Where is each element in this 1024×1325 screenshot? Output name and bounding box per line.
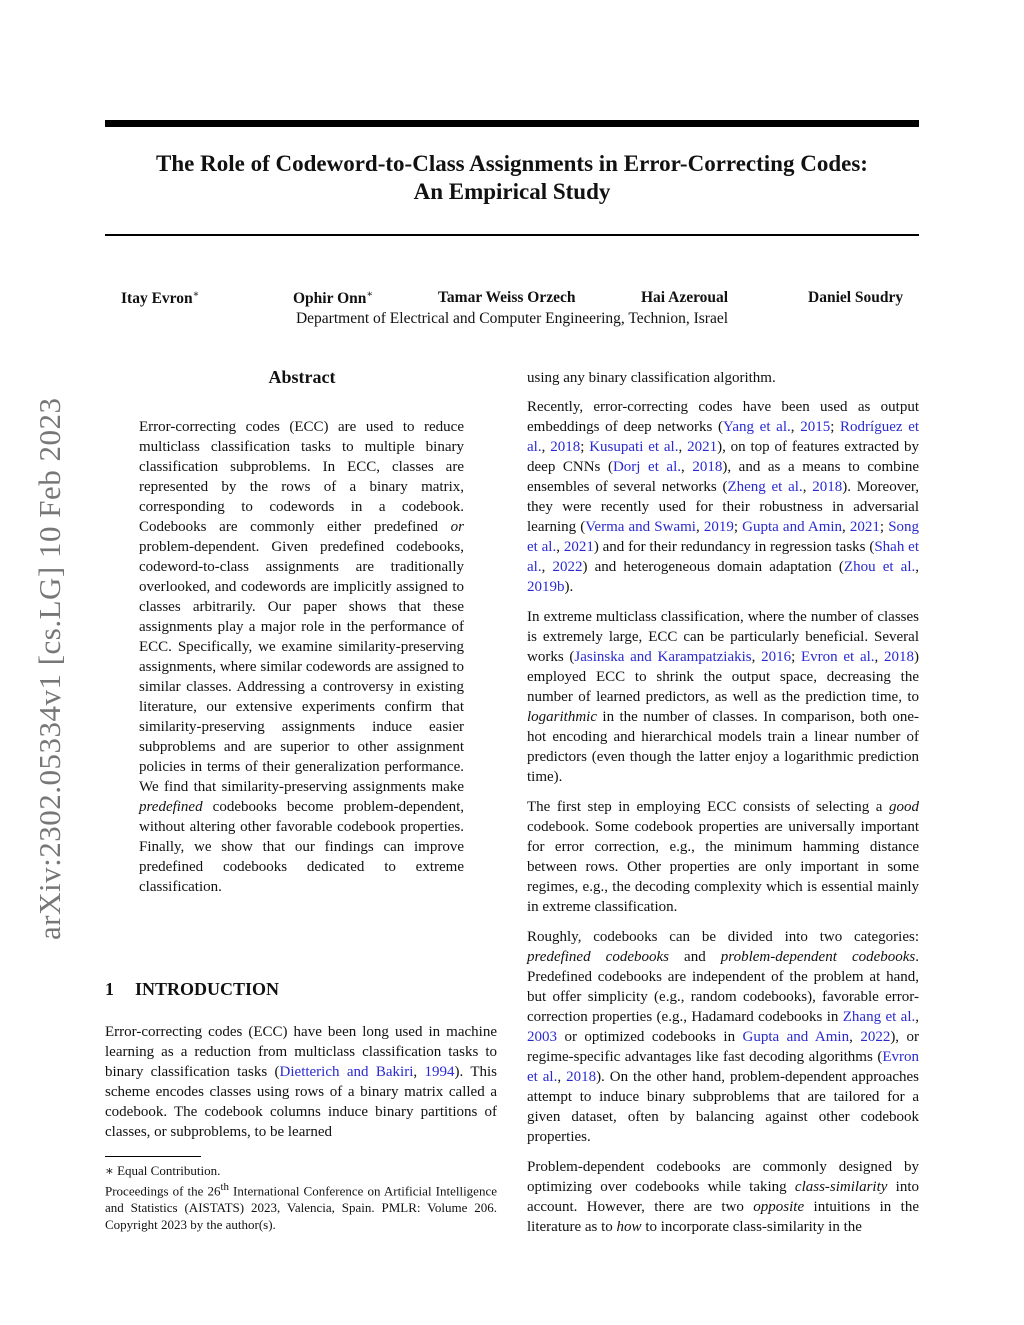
top-thick-rule: [105, 120, 919, 127]
citation-link[interactable]: Verma and Swami: [585, 519, 696, 535]
citation-link[interactable]: Song et al.: [527, 519, 920, 555]
citation-link[interactable]: Rodríguez et al.: [527, 419, 920, 455]
paper-title: [105, 150, 919, 206]
citation-link[interactable]: Jasinska and Karampatziakis: [574, 649, 752, 665]
citation-link[interactable]: Shah et al.: [527, 539, 919, 575]
proceedings-note: Proceedings of the 26th International Conference on Artificial Intelligence and Statistics (AISTATS) 2023, Valencia, Spain. PMLR: Volume 206. Copyright 2023 by the author(s).: [105, 1181, 497, 1233]
citation-year-link[interactable]: 2018: [550, 439, 581, 455]
right-column: [527, 368, 919, 1247]
citation-year-link[interactable]: 2021: [687, 439, 718, 455]
citation-year-link[interactable]: 2021: [563, 539, 594, 555]
title-line-2: An Empirical Study: [413, 179, 611, 204]
citation-link[interactable]: Yang et al.: [723, 419, 791, 435]
paragraph-recent-uses: Recently, error-correcting codes have been used as output embeddings of deep networks (Yang et al., 2015; Rodríguez et al., 2018; Kusupati et al., 2021), on top of features extracted by deep CNNs (Dorj et al., 2018), and as a means to combine ensembles of several networks (Zheng et al., 2018). Moreover, they were recently used for their robustness in adversarial learning (Verma and Swami, 2019; Gupta and Amin, 2021; Song et al., 2021) and for their redundancy in regression tasks (Shah et al., 2022) and heterogeneous domain adaptation (Zhou et al., 2019b).: [527, 399, 920, 595]
citation-link[interactable]: Dorj et al.: [612, 459, 682, 475]
citation-year-link[interactable]: 2018: [566, 1069, 597, 1085]
citation-link[interactable]: Zhou et al.: [843, 559, 916, 575]
citation-link[interactable]: Kusupati et al.: [589, 439, 679, 455]
author-5: Daniel Soudry: [808, 289, 904, 306]
paragraph-first-step: The first step in employing ECC consists of selecting a good codebook. Some codebook properties are universally important for error correction, e.g., the minimum hamming distance between rows. Other properties are only important in some regimes, e.g., the decoding complexity which is essential mainly in extreme classification.: [527, 799, 919, 915]
citation-year-link[interactable]: 1994: [424, 1064, 455, 1080]
footnote: [105, 1162, 497, 1233]
equal-contribution-note: ∗ Equal Contribution.: [105, 1163, 221, 1178]
citation-year-link[interactable]: 2022: [552, 559, 583, 575]
abstract-heading: Abstract: [268, 367, 336, 387]
citation-year-link[interactable]: 2016: [761, 649, 792, 665]
abstract-body: Error-correcting codes (ECC) are used to reduce multiclass classification tasks to multiple binary classification subproblems. In ECC, classes are represented by the rows of a binary matrix, corresponding to codewords in a codebook. Codebooks are commonly either predefined or problem-dependent. Given predefined codebooks, codeword-to-class assignments are traditionally overlooked, and codewords are implicitly assigned to classes arbitrarily. Our paper shows that these assignments play a major role in the performance of ECC. Specifically, we examine similarity-preserving assignments, where similar codewords are assigned to similar classes. Addressing a controversy in existing literature, our extensive experiments confirm that similarity-preserving assignments induce easier subproblems and are superior to other assignment policies in terms of their generalization performance. We find that similarity-preserving assignments make predefined codebooks become problem-dependent, without altering other favorable codebook properties. Finally, we show that our findings can improve predefined codebooks dedicated to extreme classification.: [139, 419, 464, 895]
citation-link[interactable]: Gupta and Amin: [742, 1029, 850, 1045]
citation-year-link[interactable]: 2021: [849, 519, 880, 535]
affiliation: Department of Electrical and Computer Engineering, Technion, Israel: [295, 310, 729, 327]
author-1: Itay Evron∗: [121, 289, 200, 308]
citation-year-link[interactable]: 2018: [812, 479, 843, 495]
citation-link[interactable]: Evron et al.: [527, 1049, 919, 1085]
title-bottom-rule: [105, 234, 919, 236]
citation-year-link[interactable]: 2015: [800, 419, 831, 435]
section-heading-introduction: 1 INTRODUCTION: [105, 979, 280, 999]
citation-year-link[interactable]: 2019b: [527, 579, 565, 595]
citation-link[interactable]: Zheng et al.: [727, 479, 803, 495]
paragraph-problem-dependent: Problem-dependent codebooks are commonly designed by optimizing over codebooks while taking class-similarity into account. However, there are two opposite intuitions in the literature as to how to incorporate class-similarity in the: [527, 1159, 919, 1235]
citation-year-link[interactable]: 2019: [703, 519, 734, 535]
title-line-1: The Role of Codeword-to-Class Assignments in Error-Correcting Codes:: [156, 151, 868, 176]
arxiv-stamp: arXiv:2302.05334v1 [cs.LG] 10 Feb 2023: [32, 397, 67, 940]
citation-year-link[interactable]: 2018: [692, 459, 723, 475]
footnote-rule: [105, 1156, 201, 1157]
citation-year-link[interactable]: 2003: [527, 1029, 557, 1045]
citation-year-link[interactable]: 2022: [860, 1029, 891, 1045]
author-2: Ophir Onn∗: [293, 289, 374, 308]
author-3: Tamar Weiss Orzech: [438, 289, 576, 306]
paragraph-continuation: using any binary classification algorithm.: [527, 370, 776, 386]
citation-link[interactable]: Gupta and Amin: [742, 519, 843, 535]
author-4: Hai Azeroual: [641, 289, 729, 306]
citation-link[interactable]: Evron et al.: [801, 649, 875, 665]
paragraph-extreme-classification: In extreme multiclass classification, where the number of classes is extremely large, ECC can be particularly beneficial. Several works (Jasinska and Karampatziakis, 2016; Evron et al., 2018) employed ECC to shrink the output space, decreasing the number of learned predictors, as well as the prediction time, to logarithmic in the number of classes. In comparison, both one-hot encoding and hierarchical models train a linear number of predictors (even though the latter enjoy a logarithmic prediction time).: [527, 609, 920, 785]
citation-link[interactable]: Zhang et al.: [842, 1009, 916, 1025]
citation-link[interactable]: Dietterich and Bakiri: [279, 1064, 414, 1080]
citation-year-link[interactable]: 2018: [884, 649, 915, 665]
paragraph-codebook-categories: Roughly, codebooks can be divided into two categories: predefined codebooks and problem-dependent codebooks. Predefined codebooks are independent of the problem at hand, but offer simplicity (e.g., random codebooks), favorable error-correction properties (e.g., Hadamard codebooks in Zhang et al., 2003 or optimized codebooks in Gupta and Amin, 2022), or regime-specific advantages like fast decoding algorithms (Evron et al., 2018). On the other hand, problem-dependent approaches attempt to induce binary subproblems that are tailored for a given dataset, often by balancing against other codebook properties.: [527, 929, 920, 1145]
introduction-paragraph: Error-correcting codes (ECC) have been long used in machine learning as a reduction from multiclass classification tasks to binary classification tasks (Dietterich and Bakiri, 1994). This scheme encodes classes using rows of a binary matrix called a codebook. The codebook columns induce binary partitions of classes, or subproblems, to be learned: [105, 1024, 497, 1140]
